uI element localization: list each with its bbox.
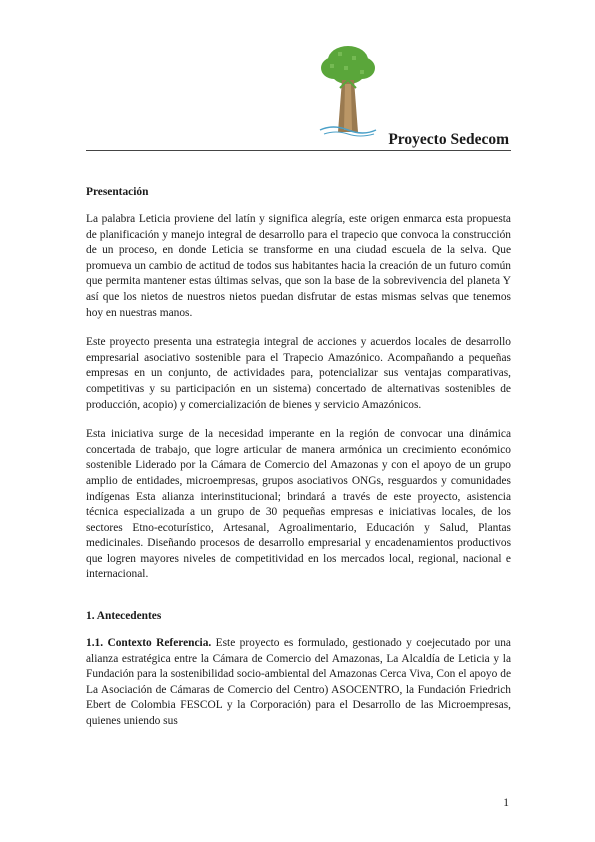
subsection-text: Este proyecto es formulado, gestionado y coejecutado por una alianza estratégica entre la Cámara de Comercio del Amazonas, La Alcaldía de Leticia y la Fundación para la sostenibilidad socio-ambiental del Amazonas Cerca Viva, Con el apoyo de La Asociación de Cámaras de Comercio del Centro) ASOCENTRO, la Fundación Friedrich Ebert de Colombia FESCOL y la Corporación) para el Desarrollo de las Microempresas, quienes uniendo sus: [86, 637, 511, 728]
section-heading-antecedentes: 1. Antecedentes: [86, 610, 162, 623]
header-rule: [86, 150, 511, 151]
subsection-label: 1.1. Contexto Referencia.: [86, 637, 212, 650]
paragraph: La palabra Leticia proviene del latín y significa alegría, este origen enmarca esta propuesta de planificación y manejo integral de desarrollo para el trapecio que convoca la construcción de un proceso, en donde Leticia se transforme en una ciudad escuela de la selva. Que promueva un cambio de actitud de todos sus habitantes hacia la creación de un futuro común que permita mantener estas últimas selvas, que son la base de la sobrevivencia del planeta Y así que los nietos de nuestros nietos puedan disfrutar de estas mismas selvas que tenemos hoy en nuestras manos.: [86, 213, 511, 319]
page-number: 1: [503, 797, 509, 809]
document-body: [86, 186, 511, 744]
paragraph: Este proyecto presenta una estrategia integral de acciones y acuerdos locales de desarrollo empresarial asociativo sostenible para el Trapecio Amazónico. Acompañando a pequeñas empresas en un conjunto, de actividades para, potencializar sus ventajas comparativas, competitivas y su participación en un sistema) concertado de alternativas sostenibles de producción, acopio) y comercialización de bienes y servicio Amazónicos.: [86, 336, 511, 411]
paragraph: Esta iniciativa surge de la necesidad imperante en la región de convocar una dinámica concertada de trabajo, que logre articular de manera armónica un crecimiento económico sostenible Liderado por la Cámara de Comercio del Amazonas y con el apoyo de un grupo amplio de entidades, microempresas, grupos asociativos ONGs, resguardos y comunidades indígenas Esta alianza interinstitucional; brindará a través de este proyecto, asistencia técnica especializada a un grupo de 30 pequeñas empresas e iniciativas locales, de los sectores Etno-ecoturístico, Artesanal, Agroalimentario, Educación y Salud, Plantas medicinales. Diseñando procesos de desarrollo empresarial y encadenamientos productivos que logren mayores niveles de competitividad en los mercados local, regional, nacional e internacional.: [86, 428, 511, 581]
section-heading-presentacion: Presentación: [86, 186, 149, 198]
header-title: Proyecto Sedecom: [388, 131, 509, 148]
paragraph-contexto-referencia: [86, 636, 511, 730]
sedecom-tree-logo: [318, 40, 378, 140]
